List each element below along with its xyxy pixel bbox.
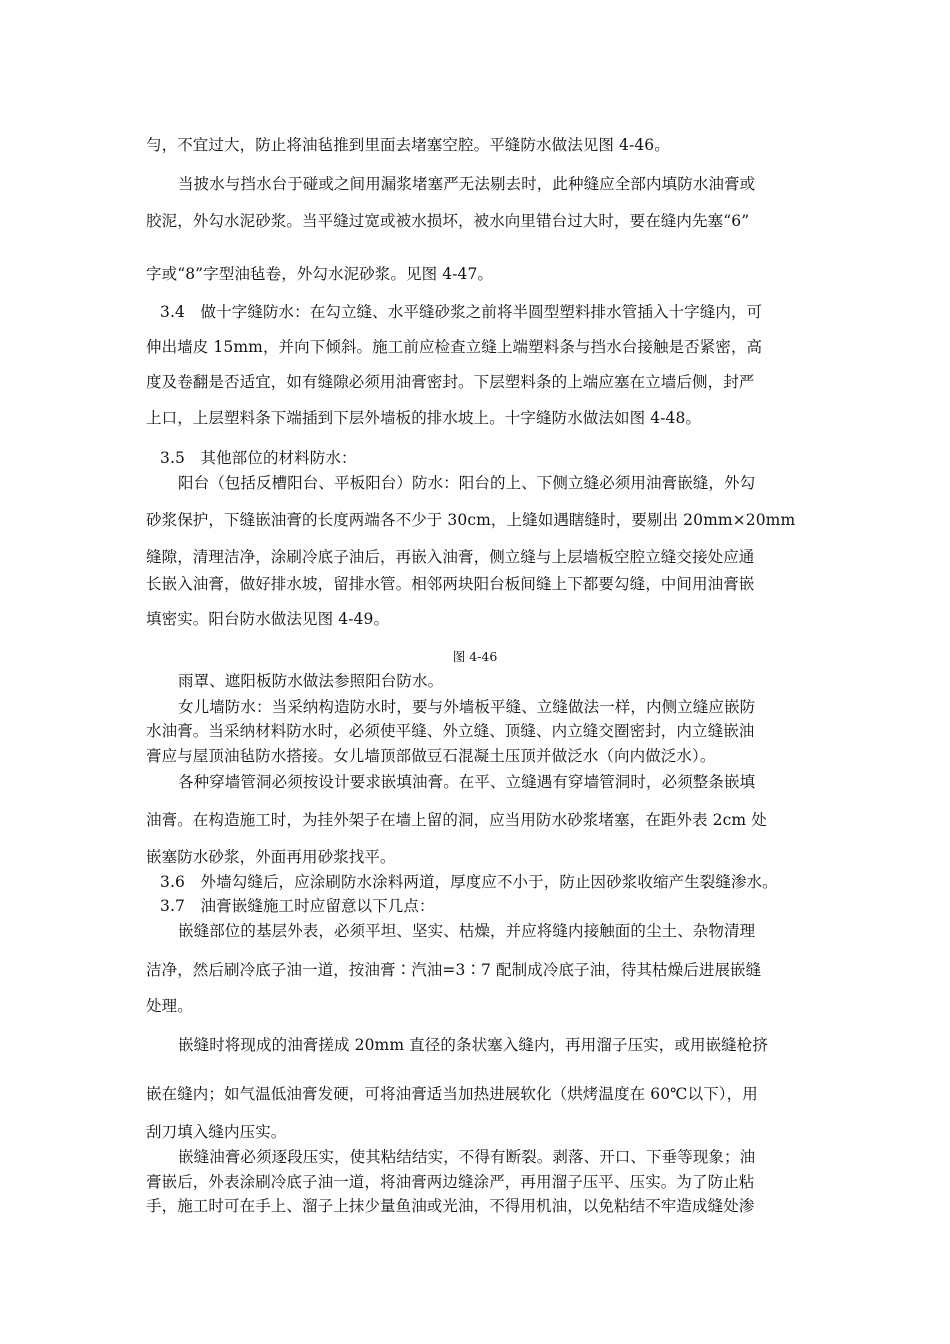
text-line-22: 3.6 外墙勾缝后，应涂刷防水涂料两道，厚度应不小于，防止因砂浆收缩产生裂缝渗水。 — [160, 873, 778, 891]
text-line-5: 3.4 做十字缝防水：在勾立缝、水平缝砂浆之前将半圆型塑料排水管插入十字缝内，可 — [160, 303, 763, 321]
text-line-31: 膏嵌后，外表涂刷冷底子油一道，将油膏两边缝涂严，再用溜子压平、压实。为了防止粘 — [146, 1173, 755, 1191]
text-line-8: 上口，上层塑料条下端插到下层外墙板的排水坡上。十字缝防水做法如图 4-48。 — [146, 409, 702, 427]
text-line-15: 雨罩、遮阳板防水做法参照阳台防水。 — [178, 672, 444, 690]
text-line-9: 3.5 其他部位的材料防水： — [160, 449, 357, 467]
text-line-18: 膏应与屋顶油毡防水搭接。女儿墙顶部做豆石混凝土压顶并做泛水（向内做泛水）。 — [146, 747, 716, 765]
text-line-27: 嵌缝时将现成的油膏搓成 20mm 直径的条状塞入缝内，再用溜子压实，或用嵌缝枪挤 — [178, 1036, 768, 1054]
text-line-25: 洁净，然后刷冷底子油一道，按油膏∶汽油=3∶7 配制成冷底子油，待其枯燥后进展嵌缝 — [146, 961, 762, 979]
text-line-14: 填密实。阳台防水做法见图 4-49。 — [146, 610, 390, 628]
text-line-10: 阳台（包括反槽阳台、平板阳台）防水：阳台的上、下侧立缝必须用油膏嵌缝，外勾 — [178, 474, 756, 492]
text-line-3: 胶泥，外勾水泥砂浆。当平缝过宽或被水损坏，被水向里错台过大时，要在缝内先塞“6” — [146, 212, 750, 230]
text-line-26: 处理。 — [146, 997, 193, 1015]
text-line-30: 嵌缝油膏必须逐段压实，使其粘结结实，不得有断裂。剥落、开口、下垂等现象；油 — [178, 1148, 756, 1166]
text-line-6: 伸出墙皮 15mm，并向下倾斜。施工前应检查立缝上端塑料条与挡水台接触是否紧密，高 — [146, 338, 763, 356]
text-line-4: 字或“8”字型油毡卷，外勾水泥砂浆。见图 4-47。 — [146, 265, 494, 283]
text-line-16: 女儿墙防水：当采纳构造防水时，要与外墙板平缝、立缝做法一样，内侧立缝应嵌防 — [178, 698, 756, 716]
text-line-1: 勻，不宜过大，防止将油毡推到里面去堵塞空腔。平缝防水做法见图 4-46。 — [146, 136, 670, 154]
text-line-19: 各种穿墙管洞必须按设计要求嵌填油膏。在平、立缝遇有穿墙管洞时，必须整条嵌填 — [178, 773, 756, 791]
text-line-21: 嵌塞防水砂浆，外面再用砂浆找平。 — [146, 848, 396, 866]
text-line-24: 嵌缝部位的基层外表，必须平坦、坚实、枯燥，并应将缝内接触面的尘土、杂物清理 — [178, 922, 756, 940]
text-line-23: 3.7 油膏嵌缝施工时应留意以下几点： — [160, 897, 435, 915]
figure-caption: 图 4-46 — [452, 649, 498, 664]
text-line-32: 手，施工时可在手上、溜子上抹少量鱼油或光油，不得用机油，以免粘结不牢造成缝处渗 — [146, 1197, 755, 1215]
text-line-20: 油膏。在构造施工时，为挂外架子在墙上留的洞，应当用防水砂浆堵塞，在距外表 2cm 处 — [146, 811, 767, 829]
text-line-11: 砂浆保护，下缝嵌油膏的长度两端各不少于 30cm，上缝如遇瞎缝时，要剔出 20mm×20mm — [146, 511, 796, 529]
text-line-12: 缝隙，清理洁净，涂刷冷底子油后，再嵌入油膏，侧立缝与上层墙板空腔立缝交接处应通 — [146, 548, 755, 566]
text-line-2: 当披水与挡水台于碰或之间用漏浆堵塞严无法剔去时，此种缝应全部内填防水油膏或 — [178, 175, 756, 193]
text-line-28: 嵌在缝内；如气温低油膏发硬，可将油膏适当加热进展软化（烘烤温度在 60℃以下），用 — [146, 1085, 758, 1103]
text-line-29: 刮刀填入缝内压实。 — [146, 1123, 287, 1141]
text-line-13: 长嵌入油膏，做好排水坡，留排水管。相邻两块阳台板间缝上下都要勾缝，中间用油膏嵌 — [146, 575, 755, 593]
text-line-17: 水油膏。当采纳材料防水时，必须使平缝、外立缝、顶缝、内立缝交圈密封，内立缝嵌油 — [146, 722, 755, 740]
text-line-7: 度及卷翻是否适宜，如有缝隙必须用油膏密封。下层塑料条的上端应塞在立墙后侧，封严 — [146, 373, 755, 391]
